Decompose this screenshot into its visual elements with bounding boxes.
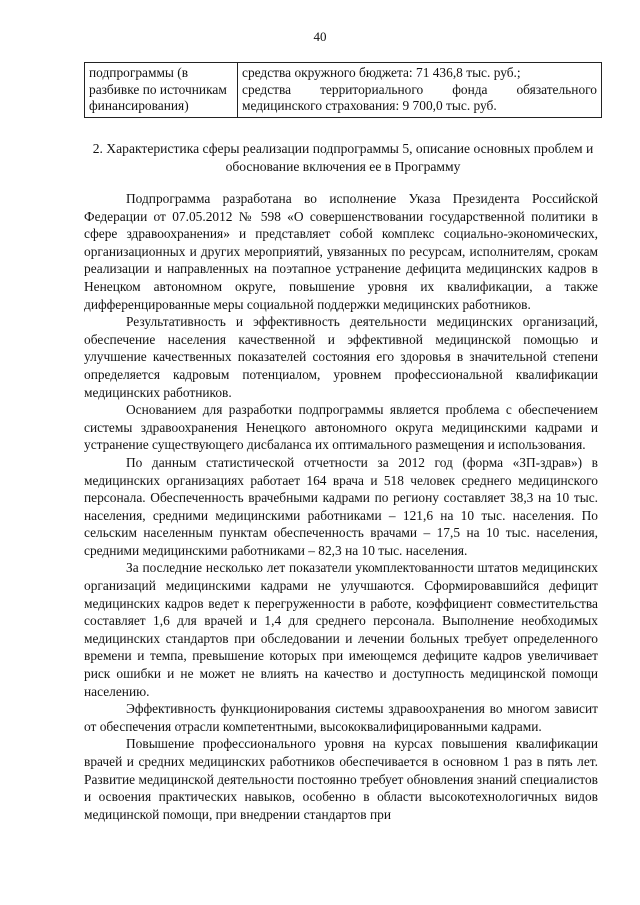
funding-table (84, 62, 602, 118)
funding-line-budget: средства окружного бюджета: 71 436,8 тыс. руб.; (242, 65, 521, 80)
paragraph: Повышение профессионального уровня на курсах повышения квалификации врачей и средних медицинских работников обеспечивается в основном 1 раз в пять лет. Развитие медицинской деятельности постоянно требует обновления знаний специалистов и освоения практических навыков, особенно в области высокотехнологичных видов медицинской помощи, при внедрении стандартов при (84, 736, 598, 822)
funding-values-cell (238, 63, 602, 118)
funding-label-cell: подпрограммы (в разбивке по источникам финансирования) (85, 63, 238, 118)
paragraph: Эффективность функционирования системы здравоохранения во многом зависит от обеспечения отрасли компетентными, высококвалифицированными кадрами. (84, 701, 598, 734)
body-text (84, 190, 598, 823)
page-number: 40 (313, 29, 327, 44)
paragraph: За последние несколько лет показатели укомплектованности штатов медицинских организаций медицинскими кадрами не улучшаются. Сформировавшийся дефицит медицинских кадров ведет к перегруженности в работе, коэффициент совместительства составляет 1,6 для врачей и 1,4 для среднего персонала. Выполнение необходимых медицинских стандартов при обследовании и лечении больных требует определенного времени и темпа, превышение которых при имеющемся дефиците кадров увеличивает риск ошибки и не может не влиять на качество и доступность медицинской помощи населению. (84, 560, 598, 699)
paragraph: Результативность и эффективность деятельности медицинских организаций, обеспечение населения качественной и эффективной медицинской помощью и улучшение качественных показателей состояния его здоровья в значительной степени определяется кадровым потенциалом, уровнем профессиональной квалификации медицинских работников. (84, 314, 598, 400)
paragraph: Подпрограмма разработана во исполнение Указа Президента Российской Федерации от 07.05.2012 № 598 «О совершенствовании государственной политики в сфере здравоохранения» и представляет собой комплекс социально-экономических, организационных и других мероприятий, увязанных по ресурсам, исполнителям, срокам реализации и направленных на поэтапное устранение дефицита медицинских кадров в Ненецком автономном округе, повышение уровня их квалификации, а также дифференцированные меры социальной поддержки медицинских работников. (84, 191, 598, 312)
paragraph: По данным статистической отчетности за 2012 год (форма «ЗП-здрав») в медицинских организациях работает 164 врача и 518 человек среднего медицинского персонала. Обеспеченность врачебными кадрами по региону составляет 38,3 на 10 тыс. населения, средними медицинскими работниками – 121,6 на 10 тыс. населения. По сельским населенным пунктам обеспеченность врачами – 17,5 на 10 тыс. населения, средними медицинскими работниками – 82,3 на 10 тыс. населения. (84, 454, 598, 558)
table-row (85, 63, 602, 118)
section-heading: 2. Характеристика сферы реализации подпрограммы 5, описание основных проблем и обоснование включения ее в Программу (92, 141, 594, 174)
funding-line-insurance: средства территориального фонда обязательного медицинского страхования: 9 700,0 тыс. руб. (242, 81, 597, 113)
paragraph: Основанием для разработки подпрограммы является проблема с обеспечением системы здравоохранения Ненецкого автономного округа медицинскими кадрами и устранение существующего дисбаланса их оптимального размещения и использования. (84, 402, 598, 453)
